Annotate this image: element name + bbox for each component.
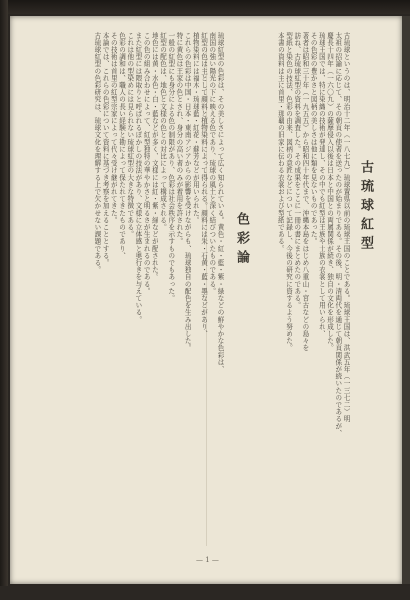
text-column: 特に黄色は王家の色とされ、身分の高い者のみが着用を許された。: [174, 32, 183, 245]
text-column: その色彩の豊かさと図柄の美しさは他に類を見ないものであった。: [309, 32, 318, 245]
text-column: 型紙と染色の技法、色彩の由来、図柄の意匠などについて記録し、今後の研究に資するよう努めた。: [284, 32, 293, 352]
text-column: 植物染料には福木・琉球藍・紅花・蘇芳などが用いられた。: [191, 32, 200, 224]
text-column: 太祖の招諭に応じて、その朝貢の使者を送ったのが始まりである。その後、明・清両代を通じて朝貢関係が続いたのであるが、: [333, 32, 342, 437]
body-text-block: [18, 32, 224, 552]
intro-text-block: [276, 32, 350, 552]
text-column: 一般の紅型にも身分による色の制限があり、色彩は社会秩序を示すものでもあった。: [166, 32, 175, 302]
text-column: 古琉球というのは、明治十二年（一八七九）琉球置県以前の琉球王国のことである。琉球王国は、洪武五年（一三七二）明: [342, 32, 350, 423]
book-spine-edge: [402, 16, 410, 584]
scan-bottom-edge: [0, 586, 410, 600]
text-column: これは他の型染めには見られない琉球紅型の大きな特徴である。: [125, 32, 134, 238]
document-page: [10, 16, 402, 584]
text-column: 著者は昭和三十年（一九五五）から昭和四十年代まで、沖縄本島をはじめ八重山・宮古などの島々を: [300, 32, 309, 352]
text-column: 色彩の調和は、職人の長い経験と勘によって保たれてきたものであり、: [117, 32, 126, 260]
text-column: 本論では、これらの色彩について資料に基づき考察を加えることとする。: [101, 32, 110, 267]
text-column: 古琉球紅型の色彩研究は、琉球文化を理解する上で欠かせない課題である。: [92, 32, 101, 274]
text-column: その技術は首里の紅型宗家によって代々受け継がれてきた。: [109, 32, 118, 224]
text-column: 本書の資料は主に首里・那覇の旧家に伝わる衣裳および型紙である。: [276, 32, 285, 253]
text-column: 慶長十四年（一六〇九）の薩摩侵入以後は日本と中国との両属関係が続き、独自の文化を形成した。: [325, 32, 334, 352]
page-number: — 1 —: [196, 556, 219, 564]
scan-left-edge: [0, 0, 8, 600]
text-column: 琉球紅型の色彩は、その美しさによって広く知られている。黄色・紅・藍・紫・緑などの鮮やかな色彩は、: [216, 32, 224, 373]
text-column: 紅型の色は主として顔料と植物染料によって得られる。顔料には朱・石黄・藍・墨などがあり、: [199, 32, 208, 338]
section-title: 色彩論: [234, 212, 249, 269]
text-column: これらの色彩は中国・日本・東南アジアからの影響を受けながらも、琉球独自の配色を生み出した。: [183, 32, 192, 352]
text-column: 訪ね、古琉球紅型の資料を調査した。その成果をここに一冊の書にまとめたのである。: [292, 32, 301, 309]
scan-top-edge: [0, 0, 410, 14]
text-column: 南国の強い陽光の下に映える色であり、琉球の風土と深く結びついたものである。: [207, 32, 216, 295]
text-column: 紅型の配色は、地色と文様の色との対比によって構成される。: [158, 32, 167, 231]
text-column: 地色には黄・水色・白・藍などが多く、文様には紅・紫・緑などが配された。: [150, 32, 159, 281]
main-title: 古琉球紅型: [358, 160, 373, 255]
text-column: また紅型には隈取りと呼ばれるぼかしの技法があり、文様に立体感と奥行きを与えている。: [133, 32, 142, 324]
text-column: この色の組み合わせによって、紅型独特の華やかさと明るさが生まれるのである。: [142, 32, 151, 295]
text-column: 琉球王国では、特に染織の技術が発達し、その中でも紅型は王族や士族の衣裳として用いられ、: [317, 32, 326, 338]
